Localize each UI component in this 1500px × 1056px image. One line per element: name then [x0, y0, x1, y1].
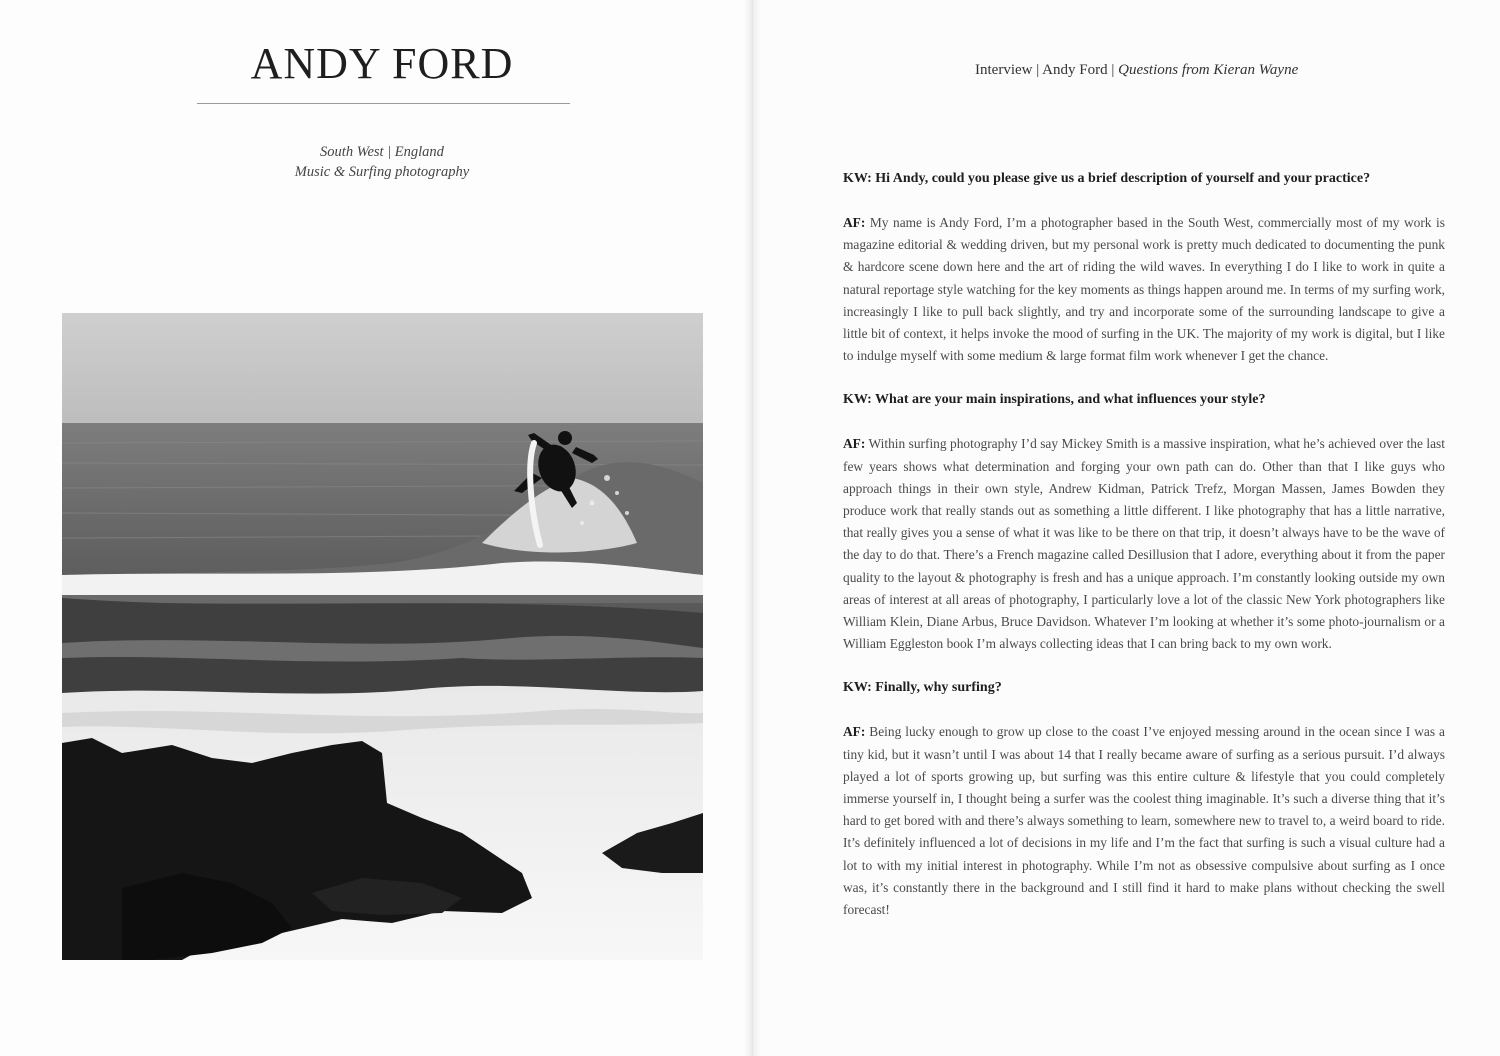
- page-title: ANDY FORD: [250, 39, 514, 88]
- header-section: Interview: [975, 62, 1033, 78]
- answer-2: [843, 433, 1445, 655]
- discipline-line: Music & Surfing photography: [294, 164, 470, 180]
- answer-text: Within surfing photography I’d say Mickey Smith is a massive inspiration, what he’s achieved over the last few years shows what determination and forging your own path can do. Other than that I like guys who approach things in their own style, Andrew Kidman, Patrick Trefz, Morgan Massen, James Bowden they produce work that really stands out as something a little different. I like photography that has a little narrative, that really gives you a sense of what it was like to be there on that trip, it doesn’t always have to be the wave of the day to do that. There’s a French magazine called Desillusion that I adore, everything about it from the paper quality to the layout & photography is fresh and has a unique approach. I’m constantly looking outside my own areas of interest at all areas of photography, I particularly love a lot of the classic New York photographers like William Klein, Diane Arbus, Bruce Davidson. Whatever I’m looking at whether it’s some photo-journalism or a William Eggleston book I’m always collecting ideas that I can bring back to my own work.: [843, 436, 1445, 652]
- header-credit: Questions from Kieran Wayne: [1118, 62, 1299, 78]
- header-separator: |: [1107, 62, 1119, 78]
- location-line: South West | England: [320, 144, 444, 160]
- surf-photo: [62, 313, 703, 960]
- title-divider: [197, 103, 570, 104]
- header-name: Andy Ford: [1042, 62, 1108, 78]
- binding-gutter: [744, 0, 760, 1056]
- answer-text: My name is Andy Ford, I’m a photographer based in the South West, commercially most of my work is magazine editorial & wedding driven, but my personal work is pretty much dedicated to documenting the punk & hardcore scene down here and the art of riding the wild waves. In everything I do I like to work in quite a natural reportage style watching for the key moments as things happen around me. In terms of my surfing work, increasingly I like to pull back slightly, and try and incorporate some of the surrounding landscape to give a little bit of context, it helps invoke the mood of surfing in the UK. The majority of my work is digital, but I like to indulge myself with some medium & large format film work whenever I get the chance.: [843, 215, 1445, 364]
- surf-photo-graphic: [62, 313, 703, 960]
- question-2: KW: What are your main inspirations, and what influences your style?: [843, 392, 1266, 408]
- answer-lead: AF:: [843, 724, 866, 740]
- answer-3: [843, 721, 1445, 921]
- answer-lead: AF:: [843, 215, 866, 230]
- interview-body: [843, 168, 1445, 943]
- answer-text: Being lucky enough to grow up close to the coast I’ve enjoyed messing around in the ocean since I was a tiny kid, but it wasn’t until I was about 14 that I really became aware of surfing as a serious pursuit. I’d always played a lot of sports growing up, but surfing was this entire culture & lifestyle that you could completely immerse yourself in, I thought being a surfer was the coolest thing imaginable. It’s such a diverse thing that it’s hard to get bored with and there’s always something to learn, somewhere new to travel to, a weird board to ride. It’s definitely influenced a lot of decisions in my life and I’m the fact that surfing is such a visual culture had a lot to with my initial interest in photography. While I’m not as obsessive compulsive about surfing as I once was, it’s constantly there in the background and I still find it hard to make plans without checking the swell forecast!: [843, 724, 1445, 918]
- answer-lead: AF:: [843, 436, 866, 452]
- question-1: KW: Hi Andy, could you please give us a brief description of yourself and your practice?: [843, 171, 1371, 186]
- header-separator: |: [1032, 62, 1043, 78]
- interview-header: [975, 62, 1298, 79]
- question-3: KW: Finally, why surfing?: [843, 680, 1002, 696]
- answer-1: [843, 212, 1445, 367]
- subtitle: [0, 142, 764, 182]
